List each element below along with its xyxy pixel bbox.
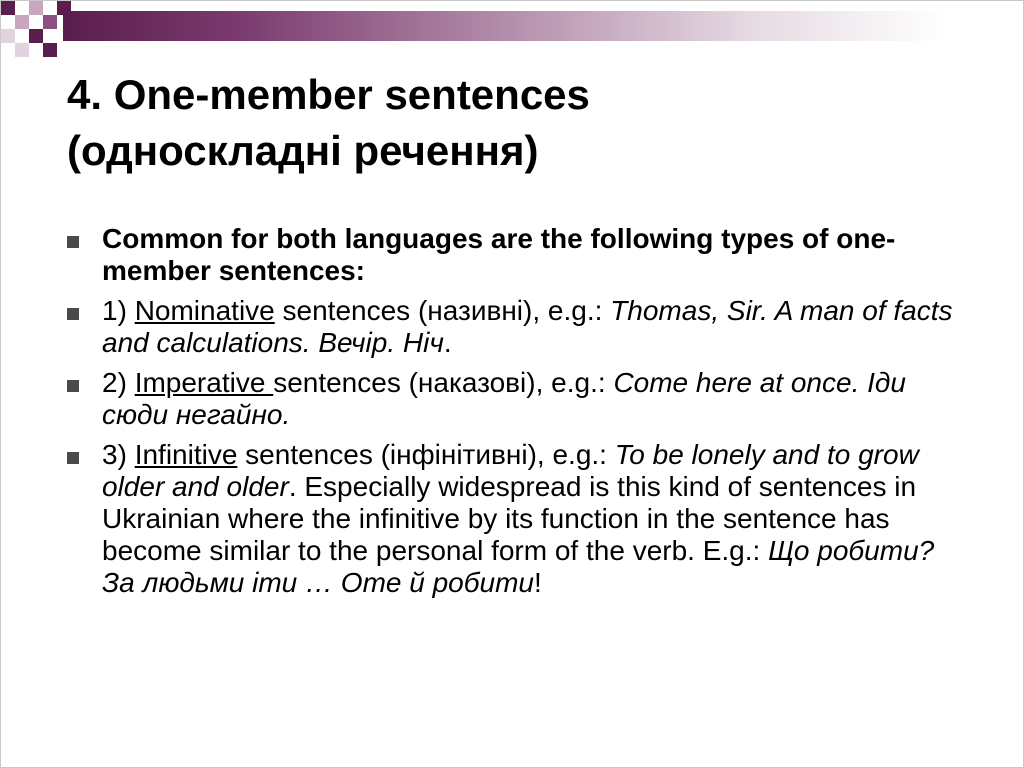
- term-imperative: Imperative: [134, 367, 274, 398]
- bullet-number: 2): [102, 367, 135, 398]
- bullet-end: !: [533, 567, 542, 598]
- square-bullet-icon: [67, 308, 79, 320]
- deco-square: [15, 43, 29, 57]
- deco-square: [29, 1, 43, 15]
- deco-square: [43, 43, 57, 57]
- square-bullet-icon: [67, 380, 79, 392]
- example-text: Come here at once. Іди сюди негайно.: [102, 367, 906, 430]
- bullet-number: 3): [102, 439, 135, 470]
- bullet-text: Common for both languages are the following types of one-member sentences:: [102, 223, 896, 286]
- term-nominative: Nominative: [134, 295, 275, 326]
- example-text: To be lonely and to grow older and older: [102, 439, 919, 502]
- example-text: Що робити? За людьми іти … Оте й робити: [102, 535, 935, 598]
- deco-square: [43, 15, 57, 29]
- bullet-item: [67, 295, 967, 359]
- bullet-end: .: [443, 327, 452, 358]
- bullet-item: [67, 223, 967, 287]
- bullet-item: [67, 439, 967, 599]
- bullet-list: [67, 223, 967, 607]
- bullet-number: 1): [102, 295, 135, 326]
- header-gradient-bar: [63, 11, 1023, 41]
- example-text: Thomas, Sir. A man of facts and calculations. Вечір. Ніч: [102, 295, 953, 358]
- bullet-text: sentences (інфінітивні), e.g.:: [237, 439, 615, 470]
- deco-square: [15, 15, 29, 29]
- bullet-item: [67, 367, 967, 431]
- bullet-text: . Especially widespread is this kind of sentences in Ukrainian where the infinitive by its function in the sentence has become similar to the personal form of the verb. E.g.:: [102, 471, 917, 566]
- deco-square: [29, 29, 43, 43]
- deco-square: [1, 29, 15, 43]
- title-line-2: (односкладні речення): [67, 127, 539, 174]
- bullet-text: sentences (називні), e.g.:: [274, 295, 611, 326]
- bullet-text: sentences (наказові), e.g.:: [273, 367, 614, 398]
- square-bullet-icon: [67, 452, 79, 464]
- deco-square: [1, 1, 15, 15]
- slide-title: [67, 67, 967, 179]
- term-infinitive: Infinitive: [134, 439, 238, 470]
- title-line-1: 4. One-member sentences: [67, 71, 590, 118]
- square-bullet-icon: [67, 236, 79, 248]
